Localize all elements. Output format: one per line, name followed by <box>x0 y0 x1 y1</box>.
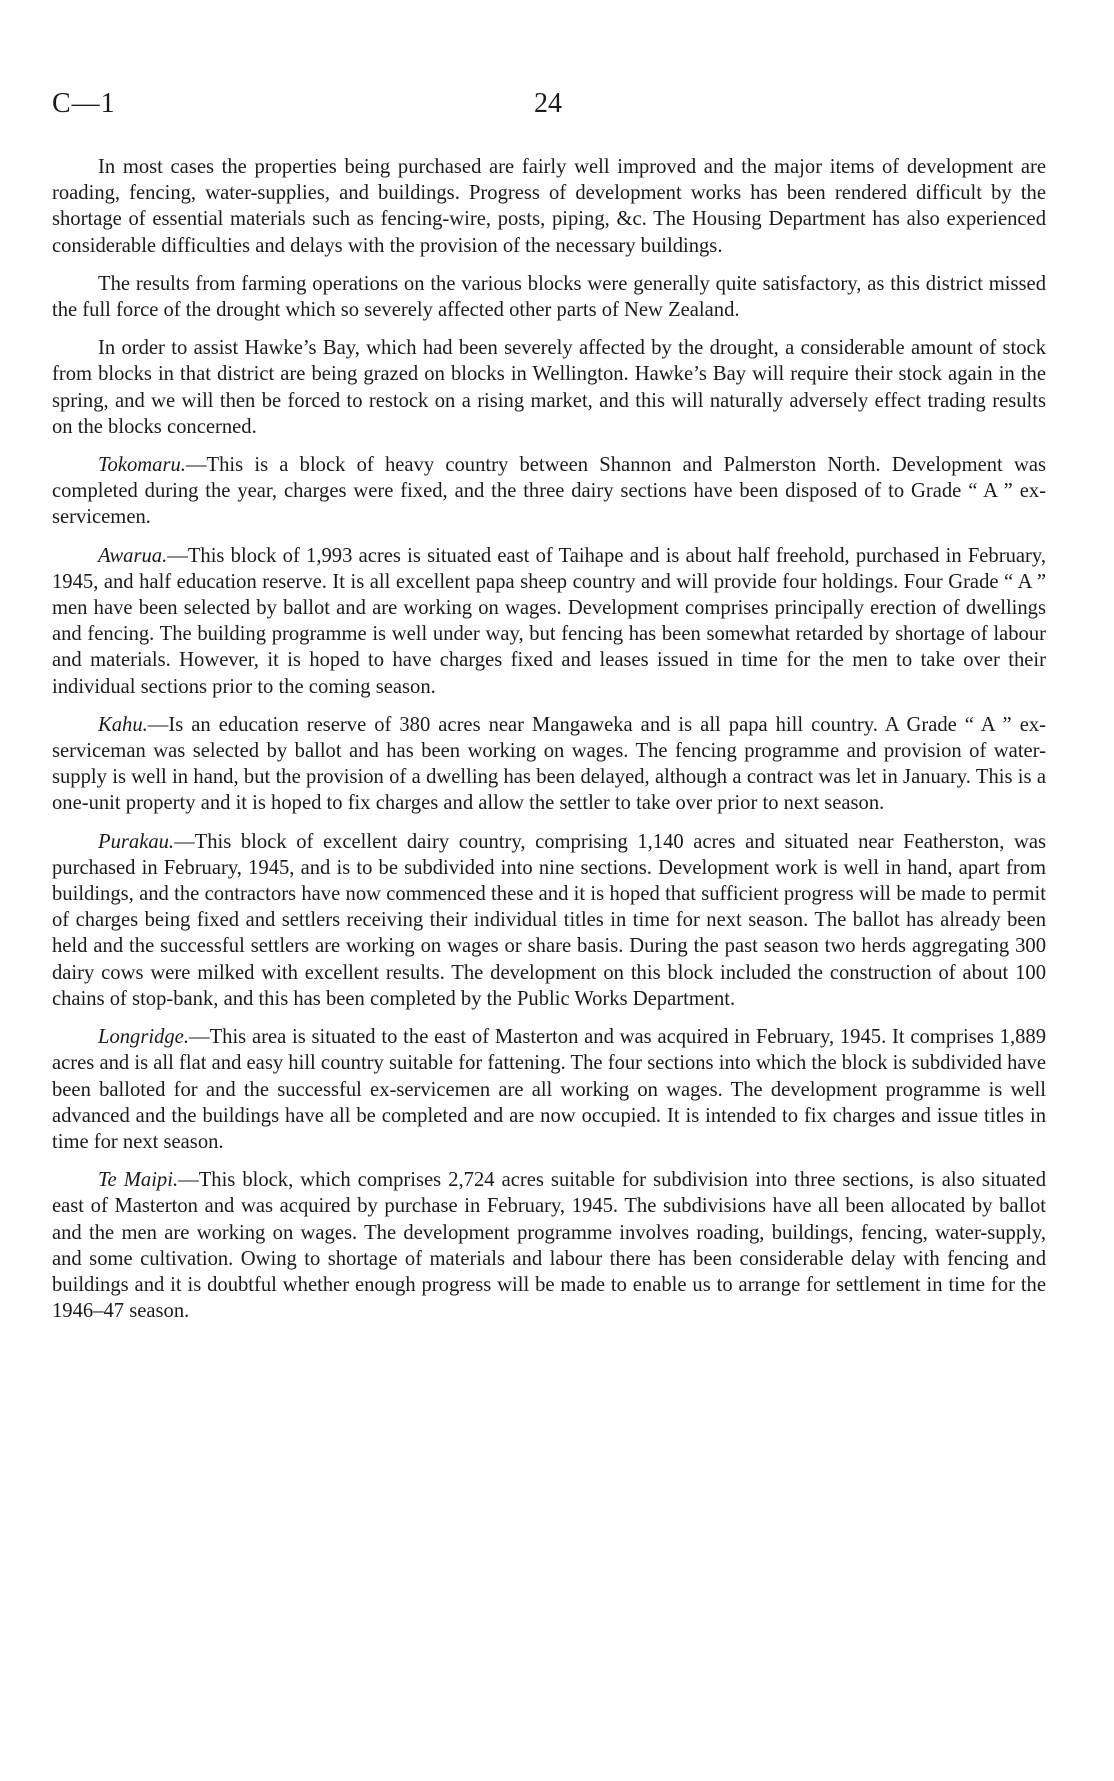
paragraph-longridge: Longridge.—This area is situated to the east of Masterton and was acquired in February, 1945. It comprises 1,889 acres and is all flat and easy hill country suitable for fattening. The four sections into which the block is subdivided have been balloted for and the successful ex-servicemen are all working on wages. The development programme is well advanced and the buildings have all be completed and are now occupied. It is intended to fix charges and issue titles in time for next season. <box>52 1026 1046 1153</box>
block-title: Awarua. <box>98 544 168 567</box>
paragraph-general-1: In most cases the properties being purchased are fairly well improved and the major items of development are roading, fencing, water-supplies, and buildings. Progress of development works has been rendered difficult by the shortage of essential materials such as fencing-wire, posts, piping, &c. The Housing Department has also experienced considerable difficulties and delays with the provision of the necessary buildings. <box>52 156 1046 257</box>
page-number: 24 <box>534 88 562 119</box>
block-title: Te Maipi. <box>98 1169 179 1192</box>
paragraph-tokomaru: Tokomaru.—This is a block of heavy country between Shannon and Palmerston North. Development was completed during the year, charges were fixed, and the three dairy sections have been disposed of to Grade “ A ” ex-servicemen. <box>52 454 1046 529</box>
paragraph-awarua: Awarua.—This block of 1,993 acres is situated east of Taihape and is about half freehold, purchased in February, 1945, and half education reserve. It is all excellent papa sheep country and will provide four holdings. Four Grade “ A ” men have been selected by ballot and are working on wages. Development comprises principally erection of dwellings and fencing. The building programme is well under way, but fencing has been somewhat retarded by shortage of labour and materials. However, it is hoped to have charges fixed and leases issued in time for the men to take over their individual sections prior to the coming season. <box>52 544 1046 698</box>
block-title: Longridge. <box>98 1026 189 1049</box>
document-reference: C—1 <box>52 88 116 119</box>
paragraph-kahu: Kahu.—Is an education reserve of 380 acres near Mangaweka and is all papa hill country. A Grade “ A ” ex-serviceman was selected by ballot and has been working on wages. The fencing programme and provision of water-supply is well in hand, but the provision of a dwelling has been delayed, although a contract was let in January. This is a one-unit property and it is hoped to fix charges and allow the settler to take over prior to next season. <box>52 713 1046 815</box>
block-title: Tokomaru. <box>98 454 186 477</box>
paragraph-te-maipi: Te Maipi.—This block, which comprises 2,724 acres suitable for subdivision into three sections, is also situated east of Masterton and was acquired by purchase in February, 1945. The subdivisions have all been allocated by ballot and the men are working on wages. The development programme involves roading, buildings, fencing, water-supply, and some cultivation. Owing to shortage of materials and labour there has been considerable delay with fencing and buildings and it is doubtful whether enough progress will be made to enable us to arrange for settlement in time for the 1946–47 season. <box>52 1169 1046 1323</box>
paragraph-purakau: Purakau.—This block of excellent dairy country, comprising 1,140 acres and situated near Featherston, was purchased in February, 1945, and is to be subdivided into nine sections. Development work is well in hand, apart from buildings, and the contractors have now commenced these and it is hoped that sufficient progress will be made to permit of charges being fixed and settlers receiving their individual titles in time for next season. The ballot has already been held and the successful settlers are working on wages or share basis. During the past season two herds aggregating 300 dairy cows were milked with excellent results. The development on this block included the construction of about 100 chains of stop-bank, and this has been completed by the Public Works Department. <box>52 830 1046 1010</box>
document-page <box>52 0 1046 1781</box>
block-title: Purakau. <box>98 830 175 853</box>
body-text <box>52 154 1046 1336</box>
block-title: Kahu. <box>98 713 148 736</box>
page-header <box>52 0 1046 128</box>
paragraph-general-2: The results from farming operations on the various blocks were generally quite satisfactory, as this district missed the full force of the drought which so severely affected other parts of New Zealand. <box>52 272 1046 322</box>
paragraph-general-3: In order to assist Hawke’s Bay, which had been severely affected by the drought, a considerable amount of stock from blocks in that district are being grazed on blocks in Wellington. Hawke’s Bay will require their stock again in the spring, and we will then be forced to restock on a rising market, and this will naturally adversely effect trading results on the blocks concerned. <box>52 337 1046 438</box>
